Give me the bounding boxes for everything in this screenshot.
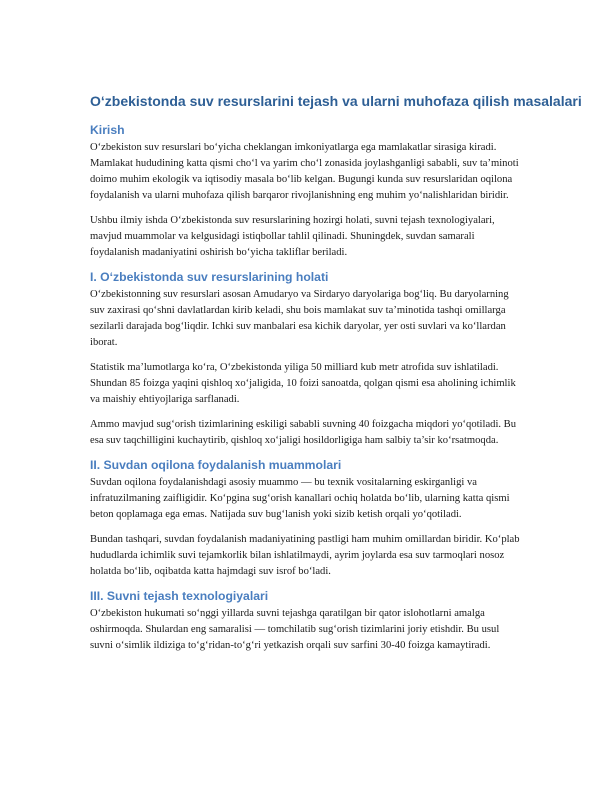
section-heading: III. Suvni tejash texnologiyalari [90, 589, 269, 603]
section-water-saving-technologies [90, 589, 524, 654]
section-rational-use-problems [90, 458, 524, 580]
paragraph: Ushbu ilmiy ishda O‘zbekistonda suv resurslarining hozirgi holati, suvni tejash texnologiyalari, mavjud muammolar va kelgusidagi istiqbollar tahlil qilinadi. Shuningdek, suvdan samarali foydalanish madaniyatini oshirish bo‘yicha takliflar beriladi. [90, 215, 495, 258]
section-heading: I. O‘zbekistonda suv resurslarining holati [90, 270, 329, 284]
paragraph: O‘zbekiston hukumati so‘nggi yillarda suvni tejashga qaratilgan bir qator islohotlarni amalga oshirmoqda. Shulardan eng samaralisi — tomchilatib sug‘orish tizimlarini joriy etishdir. Bu usul suvni o‘simlik ildiziga to‘g‘ridan-to‘g‘ri yetkazish orqali suv sarfini 30-40 foizga kamaytiradi. [90, 608, 500, 651]
section-heading: II. Suvdan oqilona foydalanish muammolari [90, 458, 342, 472]
section-water-resources-status [90, 270, 524, 449]
document-title: O‘zbekistonda suv resurslarini tejash va ularni muhofaza qilish masalalari [90, 93, 582, 109]
section-introduction [90, 123, 524, 261]
paragraph: O‘zbekistonning suv resurslari asosan Amudaryo va Sirdaryo daryolariga bog‘liq. Bu daryolarning suv zaxirasi qo‘shni davlatlardan kirib keladi, shu bois mamlakat suv ta’minotida tashqi omillarga sezilarli darajada bog‘liqdir. Ichki suv manbalari esa kichik daryolar, yer osti suvlari va ko‘llardan iborat. [90, 289, 509, 348]
paragraph: O‘zbekiston suv resurslari bo‘yicha cheklangan imkoniyatlarga ega mamlakatlar sirasiga kiradi. Mamlakat hududining katta qismi cho‘l va yarim cho‘l zonasida joylashganligi sababli, suv ta’minoti doimo muhim ekologik va iqtisodiy masala bo‘lib kelgan. Bugungi kunda suv resurslaridan oqilona foydalanish va ularni muhofaza qilish barqaror rivojlanishning eng muhim yo‘nalishlaridan biridir. [90, 142, 519, 201]
paragraph: Statistik ma’lumotlarga ko‘ra, O‘zbekistonda yiliga 50 milliard kub metr atrofida suv ishlatiladi. Shundan 85 foizga yaqini qishloq xo‘jaligida, 10 foizi sanoatda, qolgan qismi esa aholining ichimlik va maishiy ehtiyojlariga sarflanadi. [90, 362, 516, 405]
paragraph: Ammo mavjud sug‘orish tizimlarining eskiligi sababli suvning 40 foizgacha miqdori yo‘qotiladi. Bu esa suv taqchilligini kuchaytirib, qishloq xo‘jaligi hosildorligiga ham salbiy ta’sir ko‘rsatmoqda. [90, 419, 517, 446]
paragraph: Bundan tashqari, suvdan foydalanish madaniyatining pastligi ham muhim omillardan biridir. Ko‘plab hududlarda ichimlik suvi tejamkorlik bilan ishlatilmaydi, ayrim joylarda esa suv tarmoqlari nosoz holatda bo‘lib, oqibatda katta hajmdagi suv isrof bo‘ladi. [90, 534, 520, 577]
paragraph: Suvdan oqilona foydalanishdagi asosiy muammo — bu texnik vositalarning eskirganligi va infratuzilmaning zaifligidir. Ko‘pgina sug‘orish kanallari ochiq holatda bo‘lib, ularning katta qismi beton qoplamaga ega emas. Natijada suv bug‘lanish yoki sizib ketish orqali yo‘qotiladi. [90, 477, 510, 520]
section-heading: Kirish [90, 123, 125, 137]
